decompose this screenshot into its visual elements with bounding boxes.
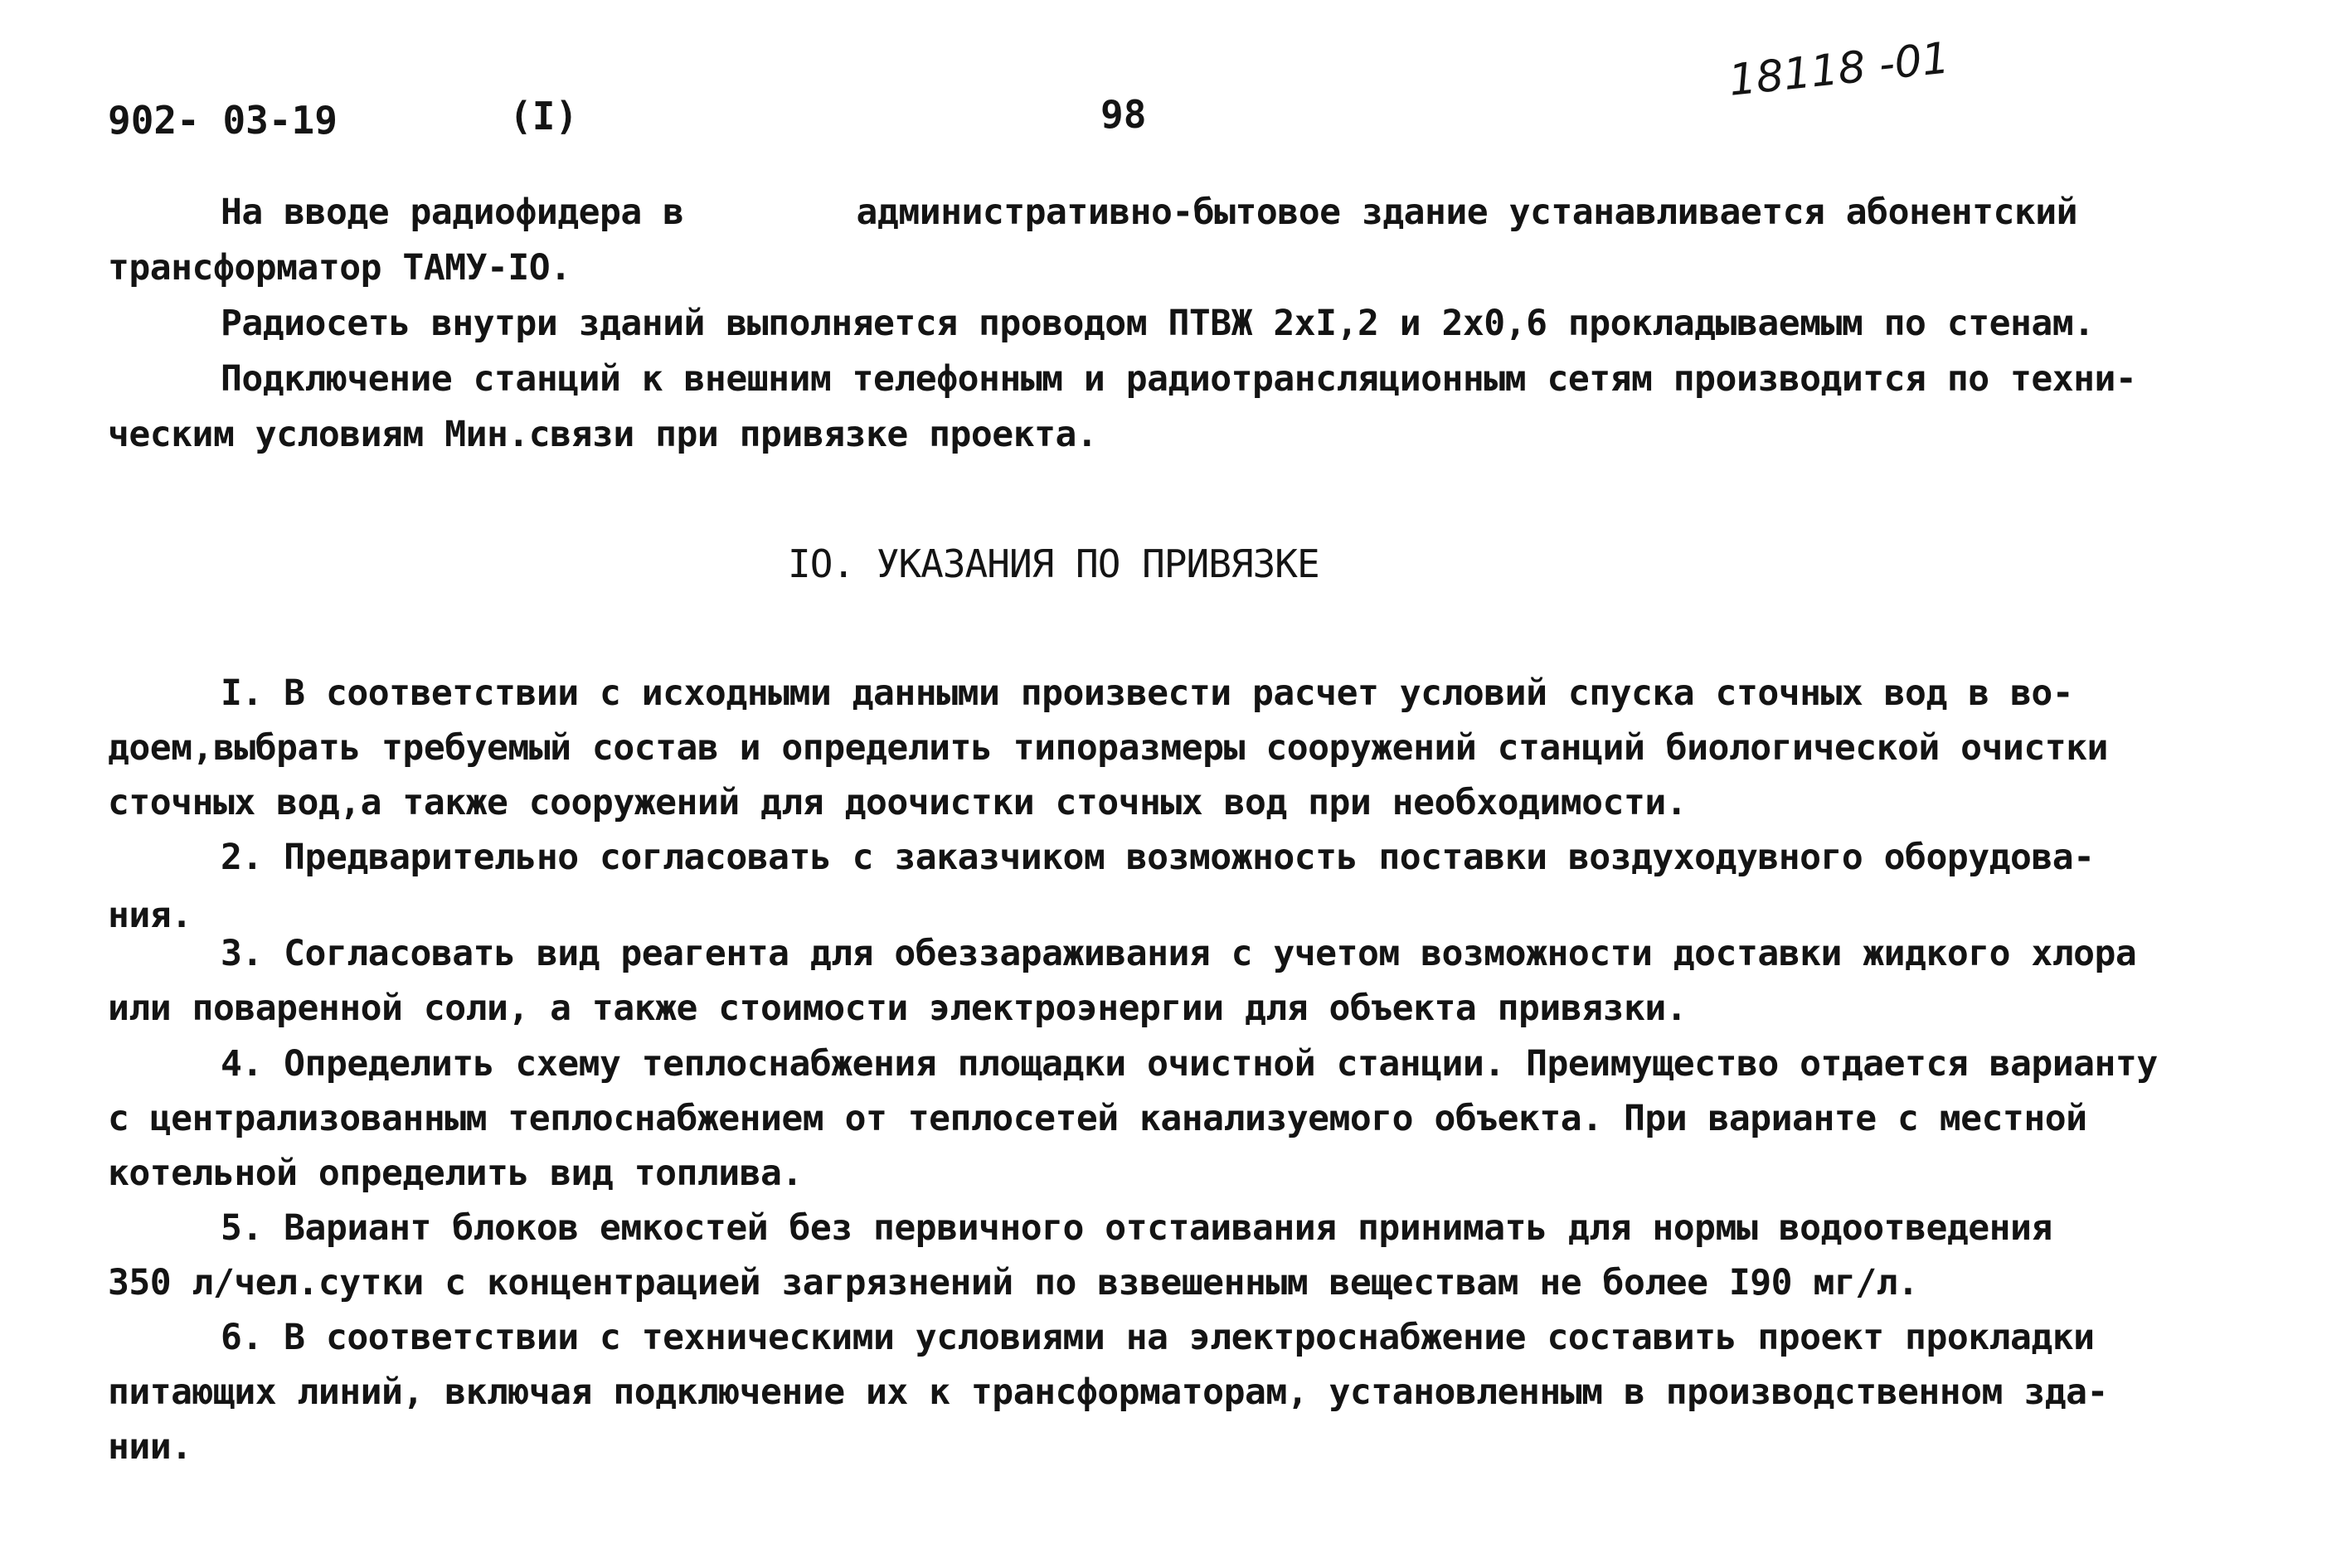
intro-line xyxy=(221,192,2078,233)
item-line: 2. Предварительно согласовать с заказчиком возможность поставки воздуходувного оборудова- xyxy=(221,837,2095,878)
intro-text-part: административно-бытовое здание устанавливается абонентский xyxy=(856,192,2078,233)
item-line: сточных вод,а также сооружений для доочистки сточных вод при необходимости. xyxy=(108,782,1688,823)
item-line: 6. В соответствии с техническими условиями на электроснабжение составить проект прокладки xyxy=(221,1317,2095,1358)
intro-text-part: На вводе радиофидера в xyxy=(221,192,684,233)
handwritten-number: 18118 -01 xyxy=(1726,33,1952,106)
item-line: с централизованным теплоснабжением от теплосетей канализуемого объекта. При варианте с местной xyxy=(108,1098,2087,1139)
item-line: 3. Согласовать вид реагента для обеззараживания с учетом возможности доставки жидкого хлора xyxy=(221,933,2137,974)
item-line: ния. xyxy=(108,895,192,936)
section-title: IO. УКАЗАНИЯ ПО ПРИВЯЗКЕ xyxy=(788,541,1319,586)
item-line: 4. Определить схему теплоснабжения площадки очистной станции. Преимущество отдается варианту xyxy=(221,1043,2158,1085)
intro-line: ческим условиям Мин.связи при привязке проекта. xyxy=(108,414,1098,455)
item-line: котельной определить вид топлива. xyxy=(108,1153,803,1194)
item-line: I. В соответствии с исходными данными произвести расчет условий спуска сточных вод в во- xyxy=(221,672,2074,714)
item-line: 5. Вариант блоков емкостей без первичного отстаивания принимать для нормы водоотведения xyxy=(221,1207,2052,1249)
item-line: или поваренной соли, а также стоимости электроэнергии для объекта привязки. xyxy=(108,988,1688,1029)
page-number: 98 xyxy=(1100,92,1147,137)
item-line: нии. xyxy=(108,1426,192,1468)
intro-line: Радиосеть внутри зданий выполняется проводом ПТВЖ 2хI,2 и 2х0,6 прокладываемым по стенам. xyxy=(221,303,2095,344)
item-line: питающих линий, включая подключение их к трансформаторам, установленным в производственном зда- xyxy=(108,1371,2108,1413)
document-code: 902- 03-19 xyxy=(108,98,338,143)
item-line: доем,выбрать требуемый состав и определить типоразмеры сооружений станций биологической очистки xyxy=(108,727,2108,769)
item-line: 350 л/чел.сутки с концентрацией загрязнений по взвешенным веществам не более I90 мг/л. xyxy=(108,1262,1919,1303)
intro-line: трансформатор ТАМУ-IO. xyxy=(108,247,571,289)
volume-number: (I) xyxy=(509,94,579,138)
intro-line: Подключение станций к внешним телефонным и радиотрансляционным сетям производится по техни- xyxy=(221,358,2137,400)
